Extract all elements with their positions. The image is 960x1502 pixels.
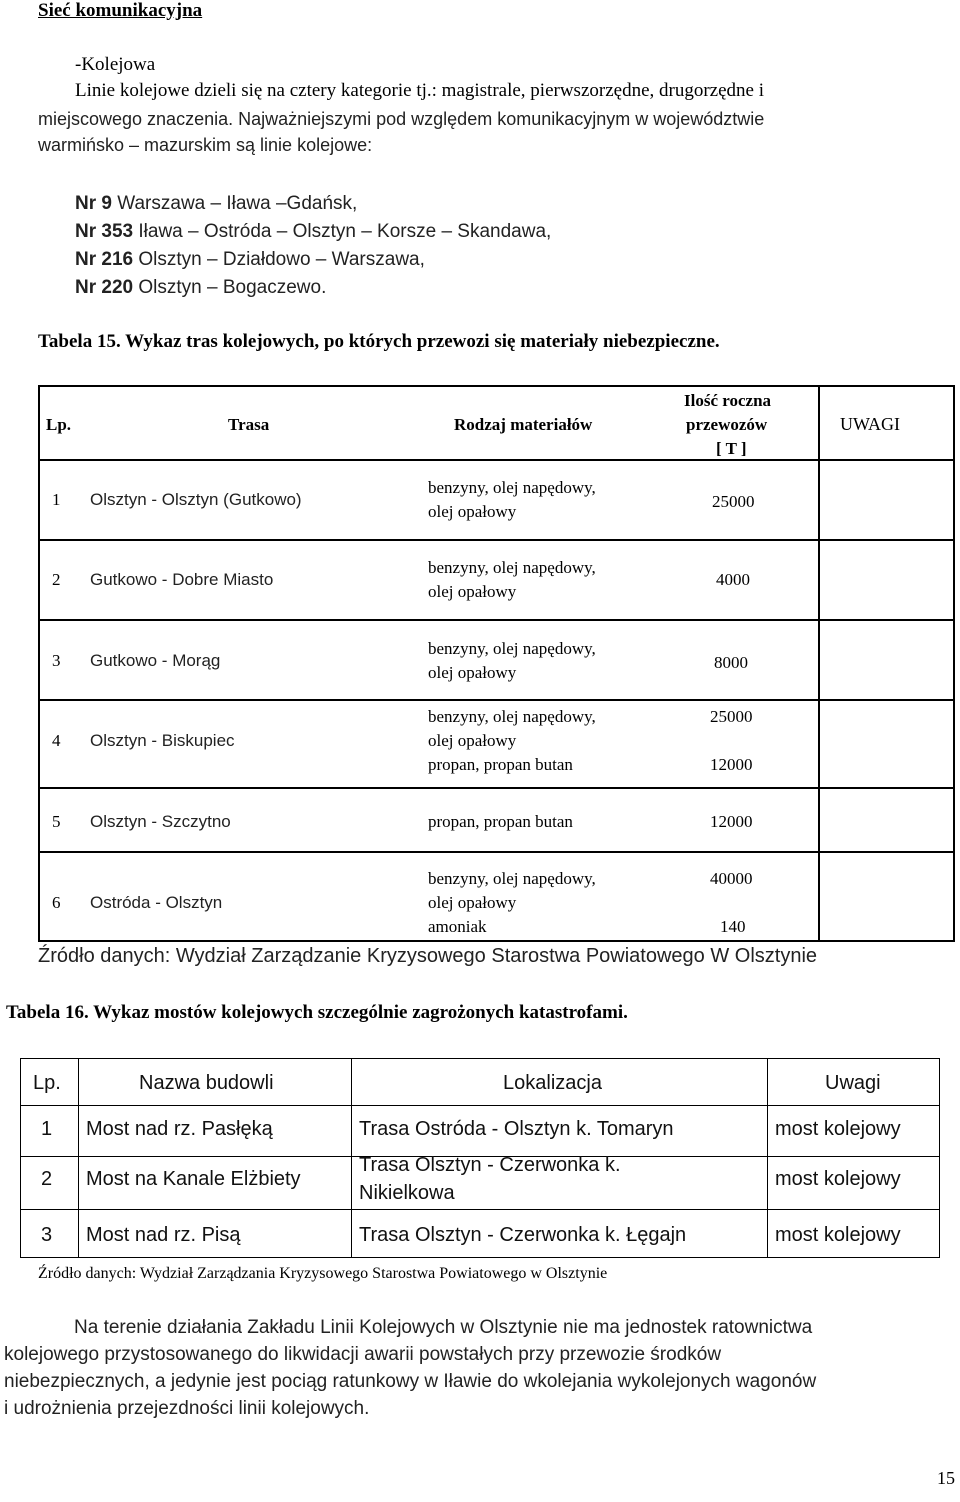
table15-row-material: olej opałowy xyxy=(428,731,517,750)
closing-line: Na terenie działania Zakładu Linii Kolejowych w Olsztynie nie ma jednostek ratownictwa xyxy=(74,1317,813,1338)
table16-header-divider xyxy=(21,1105,939,1106)
table15-row-quantity: 4000 xyxy=(716,570,750,589)
rail-line-number: Nr 220 xyxy=(75,277,134,298)
closing-line: kolejowego przystosowanego do likwidacji awarii powstałych przy przewozie środków xyxy=(4,1344,722,1365)
table16-row-lokalizacja: Trasa Olsztyn - Czerwonka k. Łęgajn xyxy=(359,1224,687,1246)
table16-row-lokalizacja: Trasa Ostróda - Olsztyn k. Tomaryn xyxy=(359,1118,674,1140)
table15-row-material: benzyny, olej napędowy, xyxy=(428,707,596,726)
table15-row-material: benzyny, olej napędowy, xyxy=(428,869,596,888)
table16-divider xyxy=(767,1059,768,1257)
table15-header-lp: Lp. xyxy=(46,415,72,434)
section-title: Sieć komunikacyjna xyxy=(38,0,203,21)
rail-lines-list xyxy=(75,190,551,302)
closing-line: i udrożnienia przejezdności linii kolejowych. xyxy=(4,1398,370,1419)
table16-source: Źródło danych: Wydział Zarządzania Kryzysowego Starostwa Powiatowego w Olsztynie xyxy=(38,1265,608,1282)
rail-line-item xyxy=(75,246,551,274)
table16-row-divider xyxy=(21,1209,939,1210)
table15-row-trasa: Gutkowo - Morąg xyxy=(90,651,221,670)
table16-header-nazwa: Nazwa budowli xyxy=(139,1072,274,1094)
table16-row-lp: 1 xyxy=(41,1118,53,1140)
table16-row-nazwa: Most na Kanale Elżbiety xyxy=(86,1168,301,1190)
table16-divider xyxy=(351,1059,352,1257)
table15-header-trasa: Trasa xyxy=(228,415,270,434)
intro-line-2: miejscowego znaczenia. Najważniejszymi pod względem komunikacyjnym w województwie xyxy=(38,109,765,129)
table15-row-material: benzyny, olej napędowy, xyxy=(428,639,596,658)
closing-line: niebezpiecznych, a jedynie jest pociąg ratunkowy w Iławie do wkolejania wykolejonych wagonów xyxy=(4,1371,817,1392)
table15-row-divider xyxy=(40,699,953,701)
rail-line-item xyxy=(75,218,551,246)
rail-line-number: Nr 9 xyxy=(75,193,112,214)
table15-row-material: benzyny, olej napędowy, xyxy=(428,558,596,577)
table15-row-quantity: 25000 xyxy=(712,492,755,511)
table16-row-uwagi: most kolejowy xyxy=(775,1118,901,1140)
table16-row-nazwa: Most nad rz. Pasłęką xyxy=(86,1118,273,1140)
rail-line-route: Olsztyn – Działdowo – Warszawa, xyxy=(138,249,425,270)
table16-header-lp: Lp. xyxy=(33,1072,61,1094)
table16 xyxy=(20,1058,940,1258)
table15-row-lp: 3 xyxy=(52,651,61,670)
rail-line-route: Warszawa – Iława –Gdańsk, xyxy=(117,193,358,214)
table16-row-lokalizacja: Nikielkowa xyxy=(359,1182,455,1204)
table16-caption: Tabela 16. Wykaz mostów kolejowych szczególnie zagrożonych katastrofami. xyxy=(6,1002,628,1023)
table16-row-uwagi: most kolejowy xyxy=(775,1224,901,1246)
table15-row-lp: 1 xyxy=(52,490,61,509)
table15-header-rodzaj: Rodzaj materiałów xyxy=(454,415,593,434)
table15-row-lp: 5 xyxy=(52,812,61,831)
table15-row-trasa: Gutkowo - Dobre Miasto xyxy=(90,570,274,589)
rail-line-route: Iława – Ostróda – Olsztyn – Korsze – Skandawa, xyxy=(138,221,552,242)
table15-row-trasa: Olsztyn - Biskupiec xyxy=(90,731,235,750)
table16-row-lp: 3 xyxy=(41,1224,53,1246)
table15-divider xyxy=(818,387,820,940)
table15-row-divider xyxy=(40,851,953,853)
table15-row-material: olej opałowy xyxy=(428,502,517,521)
table16-header-uwagi: Uwagi xyxy=(825,1072,881,1094)
table15-row-trasa: Ostróda - Olsztyn xyxy=(90,893,223,912)
closing-paragraph xyxy=(4,1314,958,1422)
table15-row-trasa: Olsztyn - Szczytno xyxy=(90,812,231,831)
rail-line-item xyxy=(75,274,551,302)
table15-row-quantity: 140 xyxy=(720,917,746,936)
table16-row-lokalizacja: Trasa Olsztyn - Czerwonka k. xyxy=(359,1154,621,1176)
table15-row-quantity: 40000 xyxy=(710,869,753,888)
table15-row-quantity: 12000 xyxy=(710,755,753,774)
table15-row-material: propan, propan butan xyxy=(428,755,573,774)
table16-divider xyxy=(78,1059,79,1257)
table15-row-divider xyxy=(40,539,953,541)
table15-row-lp: 6 xyxy=(52,893,61,912)
rail-line-route: Olsztyn – Bogaczewo. xyxy=(138,277,327,298)
table16-row-nazwa: Most nad rz. Pisą xyxy=(86,1224,241,1246)
table15-row-material: olej opałowy xyxy=(428,582,517,601)
page-number: 15 xyxy=(937,1468,955,1488)
intro-line-3: warmińsko – mazurskim są linie kolejowe: xyxy=(38,135,373,155)
rail-line-number: Nr 353 xyxy=(75,221,134,242)
table15-header-ilosc-1: Ilość roczna xyxy=(684,391,772,410)
intro-line-1: Linie kolejowe dzieli się na cztery kategorie tj.: magistrale, pierwszorzędne, drugorzędne i xyxy=(75,80,764,101)
table15-row-divider xyxy=(40,619,953,621)
table15-header-ilosc-3: [ T ] xyxy=(716,439,747,458)
table16-row-lp: 2 xyxy=(41,1168,53,1190)
table15-row-quantity: 25000 xyxy=(710,707,753,726)
table15-header-divider xyxy=(40,459,953,461)
rail-line-number: Nr 216 xyxy=(75,249,134,270)
table15-row-material: benzyny, olej napędowy, xyxy=(428,478,596,497)
table15-source: Źródło danych: Wydział Zarządzanie Kryzysowego Starostwa Powiatowego W Olsztynie xyxy=(38,945,818,967)
table15-row-material: olej opałowy xyxy=(428,893,517,912)
table15-row-divider xyxy=(40,787,953,789)
table15-row-lp: 2 xyxy=(52,570,61,589)
table15-row-material: amoniak xyxy=(428,917,487,936)
table16-header-lokalizacja: Lokalizacja xyxy=(503,1072,602,1094)
table15-caption: Tabela 15. Wykaz tras kolejowych, po których przewozi się materiały niebezpieczne. xyxy=(38,331,720,352)
table15-header-uwagi: UWAGI xyxy=(840,414,900,434)
table15-row-trasa: Olsztyn - Olsztyn (Gutkowo) xyxy=(90,490,302,509)
table15-header-ilosc-2: przewozów xyxy=(686,415,768,434)
table15 xyxy=(38,385,955,942)
table15-row-quantity: 8000 xyxy=(714,653,748,672)
table16-row-uwagi: most kolejowy xyxy=(775,1168,901,1190)
table15-row-material: olej opałowy xyxy=(428,663,517,682)
rail-heading: -Kolejowa xyxy=(75,54,156,75)
table15-row-lp: 4 xyxy=(52,731,61,750)
rail-line-item xyxy=(75,190,551,218)
table15-row-quantity: 12000 xyxy=(710,812,753,831)
table15-row-material: propan, propan butan xyxy=(428,812,573,831)
